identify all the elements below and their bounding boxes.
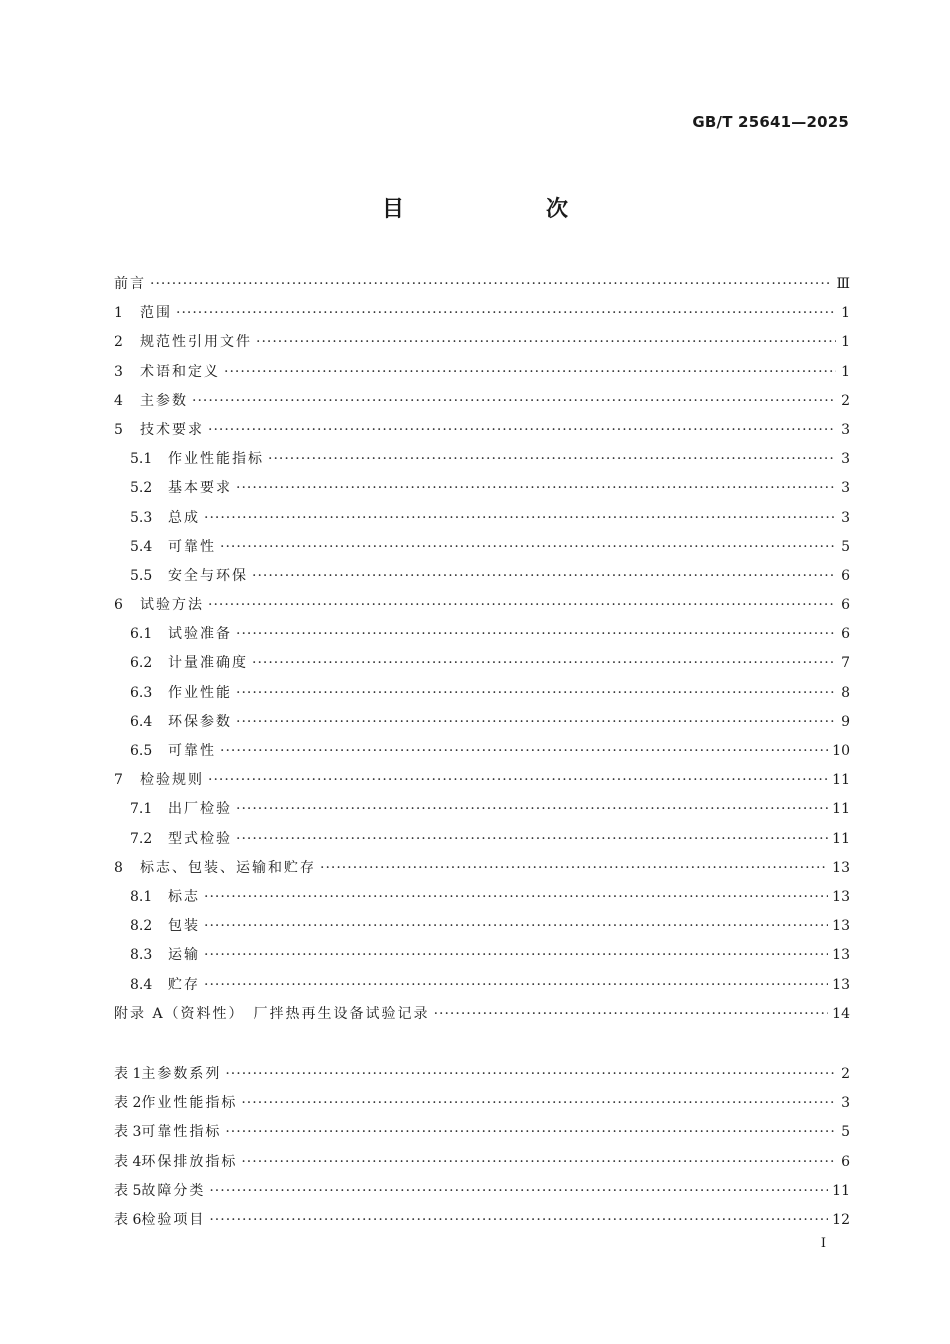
toc-entry[interactable] [114,854,850,883]
dot-leader [220,737,828,766]
toc-entry[interactable] [114,416,850,445]
toc-entry-number: 8.3 [130,947,153,964]
toc-entry[interactable] [114,358,850,387]
dot-leader [236,708,836,737]
page-number: I [820,1236,826,1251]
toc-entry-page: 13 [832,918,850,935]
toc-entry-page: 5 [841,538,850,555]
toc-entry-page: 12 [832,1211,850,1228]
toc-entry-number: 1 [114,305,123,322]
toc-entry-title: 型式检验 [168,830,232,847]
dot-leader [320,854,828,883]
toc-entry-page: 5 [841,1124,850,1141]
dot-leader [268,445,836,474]
dot-leader [176,299,836,328]
toc-entry-page: 13 [832,947,850,964]
dot-leader [204,883,828,912]
toc-entry-title: 附录 A（资料性） 厂拌热再生设备试验记录 [114,1005,430,1022]
toc-entry-number: 4 [114,392,123,409]
toc-entry-page: 1 [841,334,850,351]
toc-entry[interactable] [114,445,850,474]
dot-leader [236,620,836,649]
toc-entry-page: 8 [841,684,850,701]
toc-entry-title: 术语和定义 [140,363,220,380]
toc-entry-page: 13 [832,859,850,876]
dot-leader [241,1089,836,1118]
toc-entry-number: 6.4 [130,713,153,730]
toc-entry[interactable] [114,649,850,678]
toc-entry[interactable] [114,708,850,737]
dot-leader [150,270,832,299]
toc-entry[interactable] [114,1148,850,1177]
toc-entry-title: 总成 [168,509,200,526]
toc-entry[interactable] [114,1060,850,1089]
toc-entry[interactable] [114,1089,850,1118]
dot-leader [236,474,836,503]
toc-entry-page: Ⅲ [836,276,850,292]
dot-leader [204,504,836,533]
toc-entry[interactable] [114,1206,850,1235]
toc-entry-number: 表 5 [114,1182,142,1199]
toc-entry-number: 7.1 [130,801,153,818]
toc-entry-page: 7 [841,655,850,672]
toc-entry-page: 6 [841,1153,850,1170]
toc-entry-title: 安全与环保 [168,567,248,584]
toc-entry[interactable] [114,299,850,328]
dot-leader [225,1118,836,1147]
toc-entry-number: 5.4 [130,538,153,555]
toc-entry-title: 标志、包装、运输和贮存 [140,859,316,876]
toc-entry-page: 3 [841,509,850,526]
dot-leader [434,1000,829,1029]
toc-entry[interactable] [114,387,850,416]
toc-entry-number: 表 3 [114,1124,142,1141]
dot-leader [236,795,828,824]
table-of-contents [114,270,850,1029]
toc-entry[interactable] [114,270,850,299]
standard-number: GB/T 25641—2025 [692,113,849,131]
toc-entry-number: 8.2 [130,918,153,935]
toc-entry-title: 运输 [168,947,200,964]
toc-entry-number: 6.1 [130,626,153,643]
toc-entry-number: 5 [114,421,123,438]
toc-entry[interactable] [114,1118,850,1147]
toc-entry[interactable] [114,941,850,970]
toc-entry-title: 主参数 [140,392,188,409]
toc-entry[interactable] [114,766,850,795]
toc-entry-title: 环保参数 [168,713,232,730]
toc-entry-number: 表 6 [114,1211,142,1228]
toc-entry-page: 13 [832,976,850,993]
dot-leader [236,825,828,854]
toc-entry-number: 8.1 [130,888,153,905]
dot-leader [220,533,836,562]
toc-entry-page: 1 [841,363,850,380]
toc-entry-title: 作业性能指标 [141,1095,238,1112]
toc-entry-page: 11 [832,830,850,847]
toc-entry[interactable] [114,328,850,357]
toc-entry-page: 6 [841,567,850,584]
toc-entry-page: 1 [841,305,850,322]
toc-entry-page: 9 [841,713,850,730]
toc-entry-title: 前言 [114,276,146,292]
toc-entry[interactable] [114,737,850,766]
toc-entry-number: 表 2 [114,1095,142,1112]
toc-entry-title: 检验规则 [140,772,204,789]
toc-entry-title: 主参数系列 [141,1066,222,1082]
dot-leader [256,328,836,357]
toc-entry-title: 出厂检验 [168,801,232,818]
dot-leader [252,649,836,678]
toc-entry-number: 5.5 [130,567,153,584]
toc-entry-number: 5.2 [130,480,153,497]
toc-entry[interactable] [114,825,850,854]
toc-entry-title: 基本要求 [168,480,232,497]
toc-entry-title: 试验方法 [140,597,204,614]
toc-entry-number: 7.2 [130,830,153,847]
dot-leader [192,387,836,416]
toc-entry-number: 5.1 [130,451,153,468]
toc-entry-title: 贮存 [168,976,200,993]
toc-entry[interactable] [114,591,850,620]
toc-entry[interactable] [114,883,850,912]
toc-entry-title: 可靠性 [168,743,216,759]
toc-entry-number: 8 [114,859,123,876]
dot-leader [241,1148,836,1177]
dot-leader [204,971,828,1000]
toc-entry-title: 作业性能指标 [168,451,264,468]
toc-entry-title: 试验准备 [168,626,232,643]
toc-entry-number: 表 4 [114,1153,142,1170]
toc-entry-number: 6.3 [130,684,153,701]
toc-entry-page: 14 [832,1005,850,1022]
toc-entry-number: 2 [114,334,123,351]
dot-leader [204,941,828,970]
toc-entry-title: 计量准确度 [168,655,248,672]
toc-entry[interactable] [114,1177,850,1206]
toc-entry-page: 10 [832,743,850,759]
dot-leader [236,679,836,708]
dot-leader [208,591,836,620]
toc-entry-page: 11 [832,1182,850,1199]
toc-entry[interactable] [114,504,850,533]
toc-entry-title: 范围 [140,305,172,322]
toc-entry-page: 11 [832,801,850,818]
toc-entry-number: 6 [114,597,123,614]
toc-entry[interactable] [114,533,850,562]
toc-entry-number: 6.2 [130,655,153,672]
toc-entry-title: 可靠性指标 [141,1124,222,1141]
toc-entry-page: 3 [841,421,850,438]
toc-entry[interactable] [114,1000,850,1029]
toc-entry[interactable] [114,971,850,1000]
dot-leader [224,358,836,387]
toc-entry-page: 2 [841,392,850,409]
toc-entry-title: 故障分类 [141,1182,206,1199]
toc-entry-number: 3 [114,363,123,380]
toc-entry[interactable] [114,912,850,941]
toc-entry-title: 规范性引用文件 [140,334,252,351]
toc-entry[interactable] [114,474,850,503]
toc-entry-number: 6.5 [130,743,153,759]
toc-entry-page: 2 [841,1066,850,1082]
toc-entry[interactable] [114,562,850,591]
toc-entry-title: 技术要求 [140,421,204,438]
toc-entry-page: 6 [841,597,850,614]
toc-entry-page: 13 [832,888,850,905]
toc-entry-number: 5.3 [130,509,153,526]
dot-leader [209,1206,828,1235]
toc-entry-title: 可靠性 [168,538,216,555]
toc-entry-page: 3 [841,451,850,468]
toc-entry-title: 包装 [168,918,200,935]
toc-entry-title: 作业性能 [168,684,232,701]
toc-entry-number: 7 [114,772,123,789]
toc-entry-page: 3 [841,1095,850,1112]
toc-entry[interactable] [114,679,850,708]
toc-entry-number: 8.4 [130,976,153,993]
dot-leader [252,562,836,591]
toc-entry[interactable] [114,795,850,824]
dot-leader [208,416,836,445]
dot-leader [209,1177,828,1206]
toc-entry-page: 6 [841,626,850,643]
toc-entry-title: 环保排放指标 [141,1153,238,1170]
toc-entry-title: 标志 [168,888,200,905]
toc-entry-title: 检验项目 [141,1211,206,1228]
dot-leader [225,1060,836,1089]
toc-entry[interactable] [114,620,850,649]
page-title: 目 次 [381,197,628,222]
toc-entry-page: 11 [832,772,850,789]
list-of-tables [114,1060,850,1235]
toc-entry-page: 3 [841,480,850,497]
toc-entry-number: 表 1 [114,1066,142,1082]
dot-leader [208,766,828,795]
dot-leader [204,912,828,941]
